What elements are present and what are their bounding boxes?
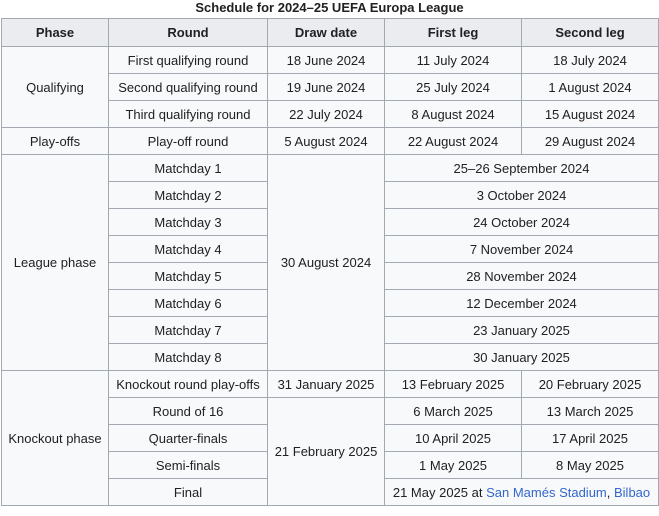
round-cell: First qualifying round <box>109 47 268 74</box>
round-cell: Semi-finals <box>109 452 268 479</box>
round-cell: Matchday 4 <box>109 236 268 263</box>
second-leg-cell: 17 April 2025 <box>522 425 659 452</box>
draw-date-cell: 21 February 2025 <box>268 398 385 506</box>
table-row <box>2 371 659 398</box>
round-cell: Round of 16 <box>109 398 268 425</box>
matchday-date-cell: 28 November 2024 <box>385 263 659 290</box>
round-cell: Matchday 5 <box>109 263 268 290</box>
final-separator: , <box>606 484 614 500</box>
round-cell: Matchday 7 <box>109 317 268 344</box>
header-first-leg: First leg <box>385 19 522 47</box>
table-row <box>2 128 659 155</box>
second-leg-cell: 1 August 2024 <box>522 74 659 101</box>
first-leg-cell: 25 July 2024 <box>385 74 522 101</box>
matchday-date-cell: 3 October 2024 <box>385 182 659 209</box>
final-date-text: 21 May 2025 at <box>392 484 487 500</box>
phase-knockout: Knockout phase <box>2 371 109 506</box>
table-row <box>2 47 659 74</box>
round-cell: Matchday 8 <box>109 344 268 371</box>
header-second-leg: Second leg <box>522 19 659 47</box>
schedule-table <box>1 18 659 506</box>
second-leg-cell: 29 August 2024 <box>522 128 659 155</box>
round-cell: Second qualifying round <box>109 74 268 101</box>
draw-date-cell: 30 August 2024 <box>268 155 385 371</box>
final-date-cell <box>385 479 659 506</box>
second-leg-cell: 18 July 2024 <box>522 47 659 74</box>
first-leg-cell: 11 July 2024 <box>385 47 522 74</box>
draw-date-cell: 5 August 2024 <box>268 128 385 155</box>
matchday-date-cell: 12 December 2024 <box>385 290 659 317</box>
matchday-date-cell: 23 January 2025 <box>385 317 659 344</box>
round-cell: Quarter-finals <box>109 425 268 452</box>
second-leg-cell: 8 May 2025 <box>522 452 659 479</box>
header-row <box>2 19 659 47</box>
second-leg-cell: 15 August 2024 <box>522 101 659 128</box>
matchday-date-cell: 30 January 2025 <box>385 344 659 371</box>
round-cell: Matchday 6 <box>109 290 268 317</box>
round-cell: Knockout round play-offs <box>109 371 268 398</box>
round-cell: Matchday 2 <box>109 182 268 209</box>
venue-link[interactable]: San Mamés Stadium <box>486 484 607 500</box>
draw-date-cell: 19 June 2024 <box>268 74 385 101</box>
draw-date-cell: 18 June 2024 <box>268 47 385 74</box>
second-leg-cell: 13 March 2025 <box>522 398 659 425</box>
draw-date-cell: 22 July 2024 <box>268 101 385 128</box>
round-cell: Third qualifying round <box>109 101 268 128</box>
matchday-date-cell: 25–26 September 2024 <box>385 155 659 182</box>
first-leg-cell: 1 May 2025 <box>385 452 522 479</box>
matchday-date-cell: 24 October 2024 <box>385 209 659 236</box>
table-row <box>2 155 659 182</box>
table-caption: Schedule for 2024–25 UEFA Europa League <box>195 0 464 15</box>
first-leg-cell: 6 March 2025 <box>385 398 522 425</box>
first-leg-cell: 22 August 2024 <box>385 128 522 155</box>
header-phase: Phase <box>2 19 109 47</box>
matchday-date-cell: 7 November 2024 <box>385 236 659 263</box>
round-cell: Matchday 3 <box>109 209 268 236</box>
first-leg-cell: 8 August 2024 <box>385 101 522 128</box>
phase-qualifying: Qualifying <box>2 47 109 128</box>
header-draw-date: Draw date <box>268 19 385 47</box>
draw-date-cell: 31 January 2025 <box>268 371 385 398</box>
round-cell: Matchday 1 <box>109 155 268 182</box>
round-cell: Final <box>109 479 268 506</box>
city-link[interactable]: Bilbao <box>614 484 651 500</box>
second-leg-cell: 20 February 2025 <box>522 371 659 398</box>
phase-league: League phase <box>2 155 109 371</box>
first-leg-cell: 13 February 2025 <box>385 371 522 398</box>
round-cell: Play-off round <box>109 128 268 155</box>
first-leg-cell: 10 April 2025 <box>385 425 522 452</box>
header-round: Round <box>109 19 268 47</box>
phase-playoffs: Play-offs <box>2 128 109 155</box>
